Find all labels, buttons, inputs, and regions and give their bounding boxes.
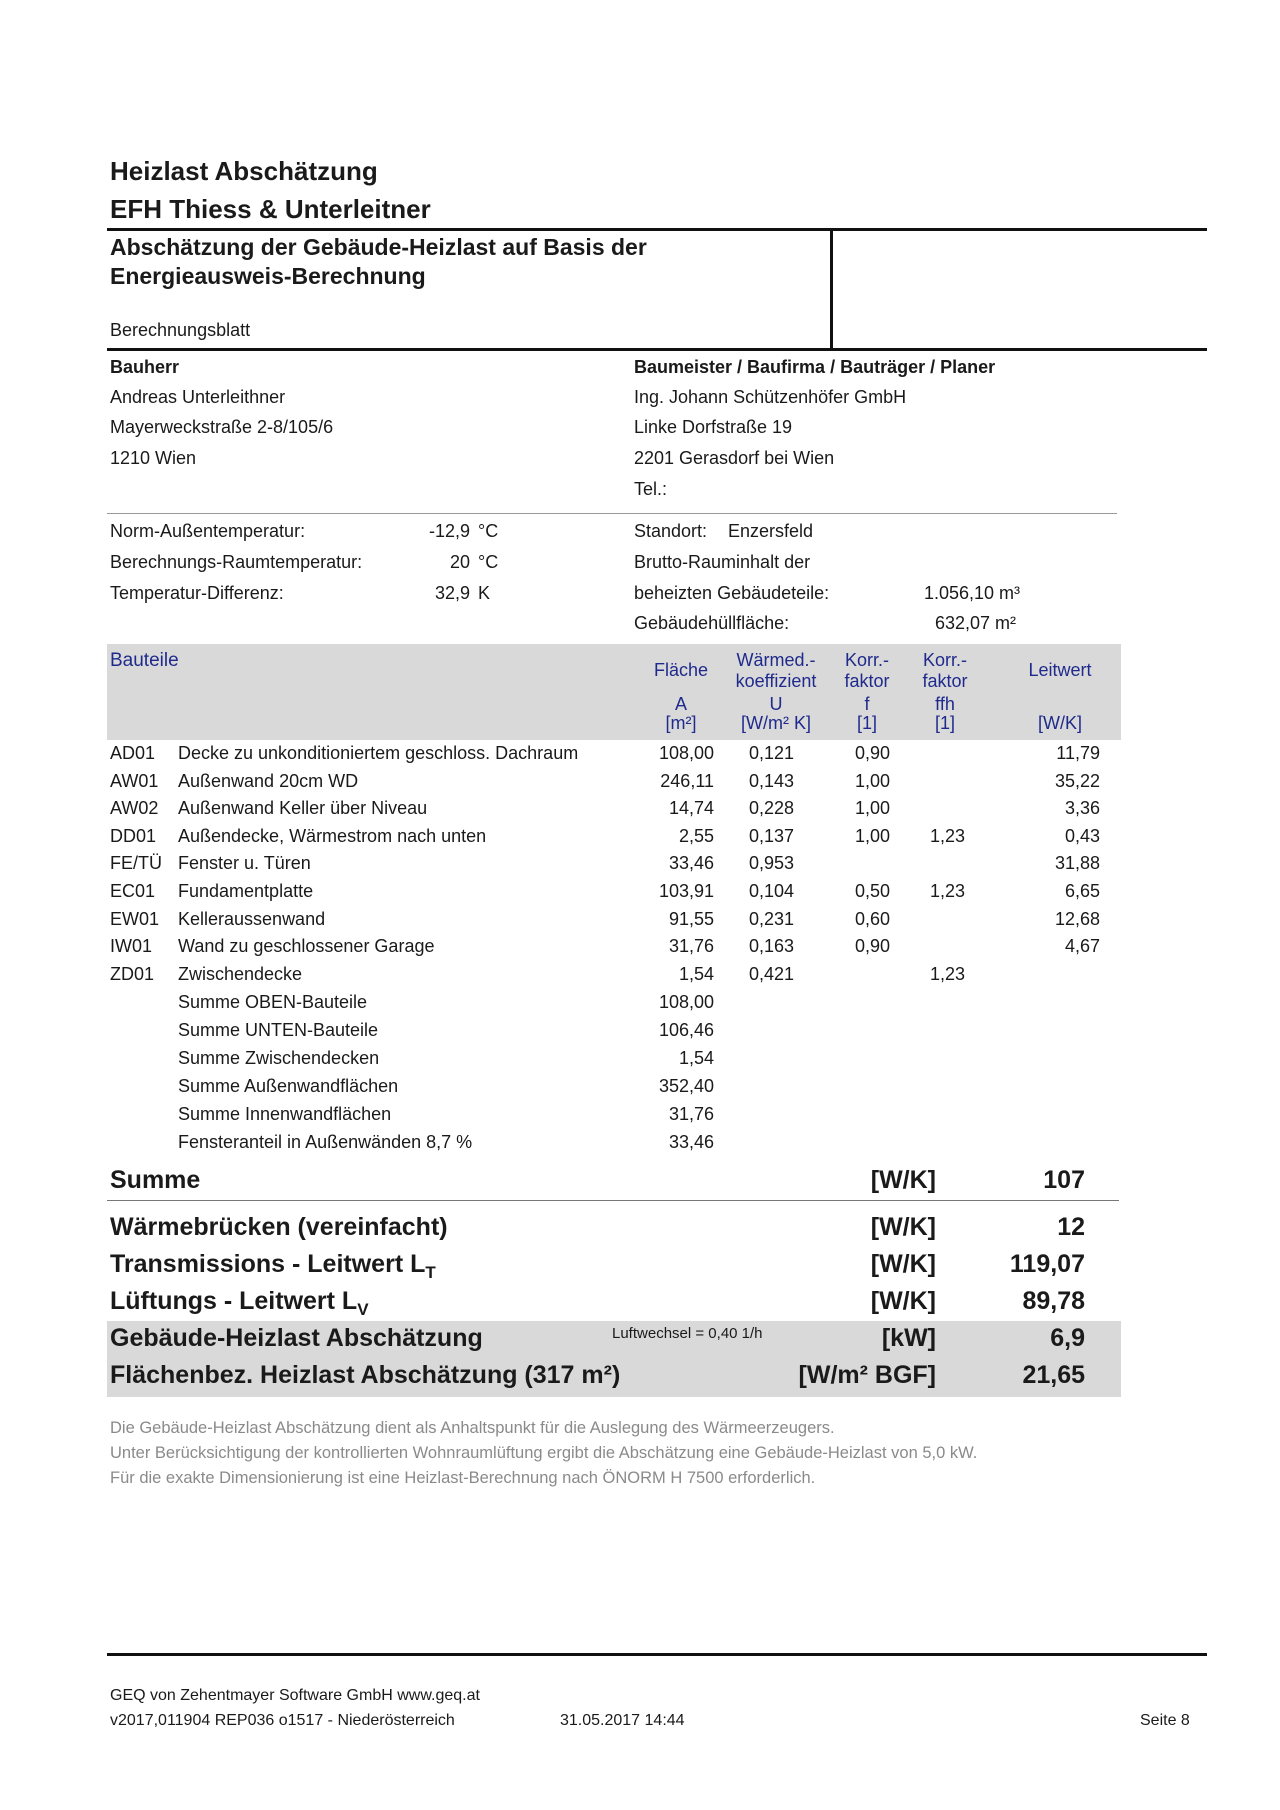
summe-divider — [107, 1200, 1119, 1201]
row-u: 0,163 — [748, 936, 794, 956]
sum-area: 352,40 — [658, 1076, 714, 1096]
row-desc: Kelleraussenwand — [178, 909, 326, 929]
footer-page: Seite 8 — [1140, 1712, 1190, 1729]
sum-area: 31,76 — [668, 1104, 714, 1124]
box-title-line2: Energieausweis-Berechnung — [110, 263, 426, 289]
waermebruecken-label: Wärmebrücken (vereinfacht) — [110, 1213, 448, 1241]
row-lw: 6,65 — [1064, 881, 1100, 901]
row-u: 0,953 — [748, 853, 794, 873]
col-lw-title: Leitwert — [1028, 660, 1092, 680]
sheet-label: Berechnungsblatt — [110, 320, 251, 340]
param-label: Norm-Außentemperatur: — [110, 521, 306, 541]
heizlast-value: 6,9 — [1050, 1324, 1085, 1352]
waermebruecken-value: 12 — [1057, 1213, 1085, 1241]
lueftung-text: Lüftungs - Leitwert L — [110, 1287, 358, 1315]
row-f: 0,60 — [854, 909, 890, 929]
note-line: Für die exakte Dimensionierung ist eine Heizlast-Berechnung nach ÖNORM H 7500 erforderlich. — [110, 1469, 816, 1487]
footer-date: 31.05.2017 14:44 — [560, 1712, 685, 1729]
row-desc: Fundamentplatte — [178, 881, 314, 901]
row-u: 0,231 — [748, 909, 794, 929]
box-title-line1: Abschätzung der Gebäude-Heizlast auf Basis der — [110, 234, 647, 260]
param-label: Temperatur-Differenz: — [110, 583, 284, 603]
table-section-label: Bauteile — [110, 650, 179, 671]
summe-unit: [W/K] — [870, 1166, 936, 1194]
col-u-title-1: Wärmed.- — [736, 650, 816, 670]
param-value: 32,9 — [434, 583, 470, 603]
sum-area: 33,46 — [668, 1132, 714, 1152]
row-u: 0,421 — [748, 964, 794, 984]
note-line: Unter Berücksichtigung der kontrollierten Wohnraumlüftung ergibt die Abschätzung eine Gebäude-Heizlast von 5,0 kW. — [110, 1444, 978, 1462]
row-code: AW02 — [110, 798, 159, 818]
transmission-label — [110, 1250, 436, 1283]
param-value: 20 — [449, 552, 470, 572]
row-code: EC01 — [110, 881, 156, 901]
col-ffh-unit: [1] — [934, 713, 955, 733]
param-unit: °C — [478, 552, 499, 572]
footer-rule — [107, 1653, 1207, 1656]
summe-value: 107 — [1043, 1166, 1085, 1194]
row-desc: Zwischendecke — [178, 964, 303, 984]
flaeche-unit: [W/m² BGF] — [798, 1361, 936, 1389]
row-lw: 3,36 — [1064, 798, 1100, 818]
row-desc: Außenwand Keller über Niveau — [178, 798, 428, 818]
row-ffh: 1,23 — [929, 964, 965, 984]
header-box-divider — [830, 230, 833, 350]
row-lw: 4,67 — [1064, 936, 1100, 956]
hull-label: Gebäudehüllfläche: — [634, 613, 790, 633]
row-desc: Decke zu unkonditioniertem geschloss. Dachraum — [178, 743, 579, 763]
row-desc: Wand zu geschlossener Garage — [178, 936, 435, 956]
row-code: DD01 — [110, 826, 157, 846]
flaeche-value: 21,65 — [1022, 1361, 1085, 1389]
builder-heading: Baumeister / Baufirma / Bauträger / Planer — [634, 357, 996, 377]
volume-value: 1.056,10 m³ — [923, 583, 1020, 603]
row-desc: Fenster u. Türen — [178, 853, 311, 873]
volume-label-2: beheizten Gebäudeteile: — [634, 583, 830, 603]
builder-city: 2201 Gerasdorf bei Wien — [634, 448, 835, 468]
row-area: 14,74 — [668, 798, 714, 818]
param-unit: K — [478, 583, 491, 603]
row-lw: 31,88 — [1054, 853, 1100, 873]
transmission-value: 119,07 — [1009, 1250, 1085, 1278]
header-rule-top — [107, 228, 1207, 231]
heizlast-label: Gebäude-Heizlast Abschätzung — [110, 1324, 483, 1352]
col-ffh-title-2: faktor — [922, 671, 968, 691]
note-line: Die Gebäude-Heizlast Abschätzung dient als Anhaltspunkt für die Auslegung des Wärmeerzeugers. — [110, 1419, 835, 1437]
standort-value: Enzersfeld — [728, 521, 814, 541]
row-f: 0,90 — [854, 743, 890, 763]
sum-area: 108,00 — [658, 992, 714, 1012]
lueftung-label — [110, 1287, 369, 1320]
row-lw: 11,79 — [1056, 743, 1100, 763]
builder-name: Ing. Johann Schützenhöfer GmbH — [634, 387, 907, 407]
param-unit: °C — [478, 521, 499, 541]
transmission-text: Transmissions - Leitwert L — [110, 1250, 426, 1278]
row-code: ZD01 — [110, 964, 155, 984]
sum-desc: Summe Innenwandflächen — [178, 1104, 392, 1124]
footer-version: v2017,011904 REP036 o1517 - Niederösterreich — [110, 1712, 455, 1729]
row-area: 91,55 — [668, 909, 714, 929]
row-lw: 35,22 — [1054, 771, 1100, 791]
sum-desc: Summe OBEN-Bauteile — [178, 992, 368, 1012]
owner-name: Andreas Unterleithner — [110, 387, 286, 407]
document-title: Heizlast Abschätzung — [110, 156, 378, 186]
row-lw: 12,68 — [1054, 909, 1100, 929]
row-f: 1,00 — [854, 826, 890, 846]
col-f-symbol: f — [864, 694, 870, 714]
row-f: 0,50 — [854, 881, 890, 901]
row-code: EW01 — [110, 909, 160, 929]
summe-label: Summe — [110, 1166, 201, 1194]
col-area-unit: [m²] — [665, 713, 697, 733]
sum-desc: Summe Zwischendecken — [178, 1048, 380, 1068]
row-desc: Außendecke, Wärmestrom nach unten — [178, 826, 487, 846]
row-area: 31,76 — [668, 936, 714, 956]
row-area: 33,46 — [668, 853, 714, 873]
row-desc: Außenwand 20cm WD — [178, 771, 359, 791]
col-f-title-1: Korr.- — [844, 650, 889, 670]
row-u: 0,121 — [748, 743, 794, 763]
row-code: IW01 — [110, 936, 153, 956]
row-ffh: 1,23 — [929, 881, 965, 901]
sum-area: 106,46 — [658, 1020, 714, 1040]
row-ffh: 1,23 — [929, 826, 965, 846]
volume-label-1: Brutto-Rauminhalt der — [634, 552, 811, 572]
project-title: EFH Thiess & Unterleitner — [110, 194, 431, 224]
sum-desc: Fensteranteil in Außenwänden 8,7 % — [178, 1132, 473, 1152]
col-ffh-title-1: Korr.- — [922, 650, 967, 670]
row-code: AD01 — [110, 743, 156, 763]
standort-label: Standort: — [634, 521, 708, 541]
hull-value: 632,07 m² — [934, 613, 1016, 633]
owner-city: 1210 Wien — [110, 448, 197, 468]
row-f: 1,00 — [854, 771, 890, 791]
owner-street: Mayerweckstraße 2-8/105/6 — [110, 417, 334, 437]
header-rule-bottom — [107, 348, 1207, 351]
row-area: 103,91 — [658, 881, 714, 901]
builder-tel: Tel.: — [634, 479, 668, 499]
heizlast-unit: [kW] — [881, 1324, 936, 1352]
row-area: 2,55 — [678, 826, 714, 846]
row-area: 108,00 — [658, 743, 714, 763]
row-f: 0,90 — [854, 936, 890, 956]
waermebruecken-unit: [W/K] — [870, 1213, 936, 1241]
col-f-unit: [1] — [856, 713, 877, 733]
sum-desc: Summe UNTEN-Bauteile — [178, 1020, 379, 1040]
lueftung-value: 89,78 — [1022, 1287, 1085, 1315]
row-u: 0,104 — [748, 881, 794, 901]
footer-company: GEQ von Zehentmayer Software GmbH www.geq.at — [110, 1687, 480, 1704]
builder-street: Linke Dorfstraße 19 — [634, 417, 793, 437]
address-divider — [107, 513, 1117, 514]
row-u: 0,143 — [748, 771, 794, 791]
transmission-unit: [W/K] — [870, 1250, 936, 1278]
param-value: -12,9 — [428, 521, 470, 541]
col-u-title-2: koeffizient — [735, 671, 817, 691]
row-area: 1,54 — [678, 964, 714, 984]
param-label: Berechnungs-Raumtemperatur: — [110, 552, 363, 572]
transmission-subscript: T — [425, 1263, 436, 1282]
col-u-symbol: U — [769, 694, 783, 714]
col-area-symbol: A — [674, 694, 687, 714]
lueftung-unit: [W/K] — [870, 1287, 936, 1315]
luftwechsel-note: Luftwechsel = 0,40 1/h — [612, 1325, 763, 1342]
sum-area: 1,54 — [678, 1048, 714, 1068]
flaeche-label: Flächenbez. Heizlast Abschätzung (317 m²) — [110, 1361, 621, 1389]
row-code: FE/TÜ — [110, 853, 162, 873]
row-u: 0,137 — [748, 826, 794, 846]
owner-heading: Bauherr — [110, 357, 180, 377]
sum-desc: Summe Außenwandflächen — [178, 1076, 399, 1096]
row-u: 0,228 — [748, 798, 794, 818]
col-ffh-symbol: ffh — [935, 694, 955, 714]
row-lw: 0,43 — [1064, 826, 1100, 846]
col-lw-unit: [W/K] — [1038, 713, 1082, 733]
col-f-title-2: faktor — [844, 671, 890, 691]
row-code: AW01 — [110, 771, 159, 791]
row-f: 1,00 — [854, 798, 890, 818]
row-area: 246,11 — [660, 771, 714, 791]
col-area-title: Fläche — [653, 660, 709, 680]
col-u-unit: [W/m² K] — [741, 713, 811, 733]
lueftung-subscript: V — [357, 1300, 369, 1319]
